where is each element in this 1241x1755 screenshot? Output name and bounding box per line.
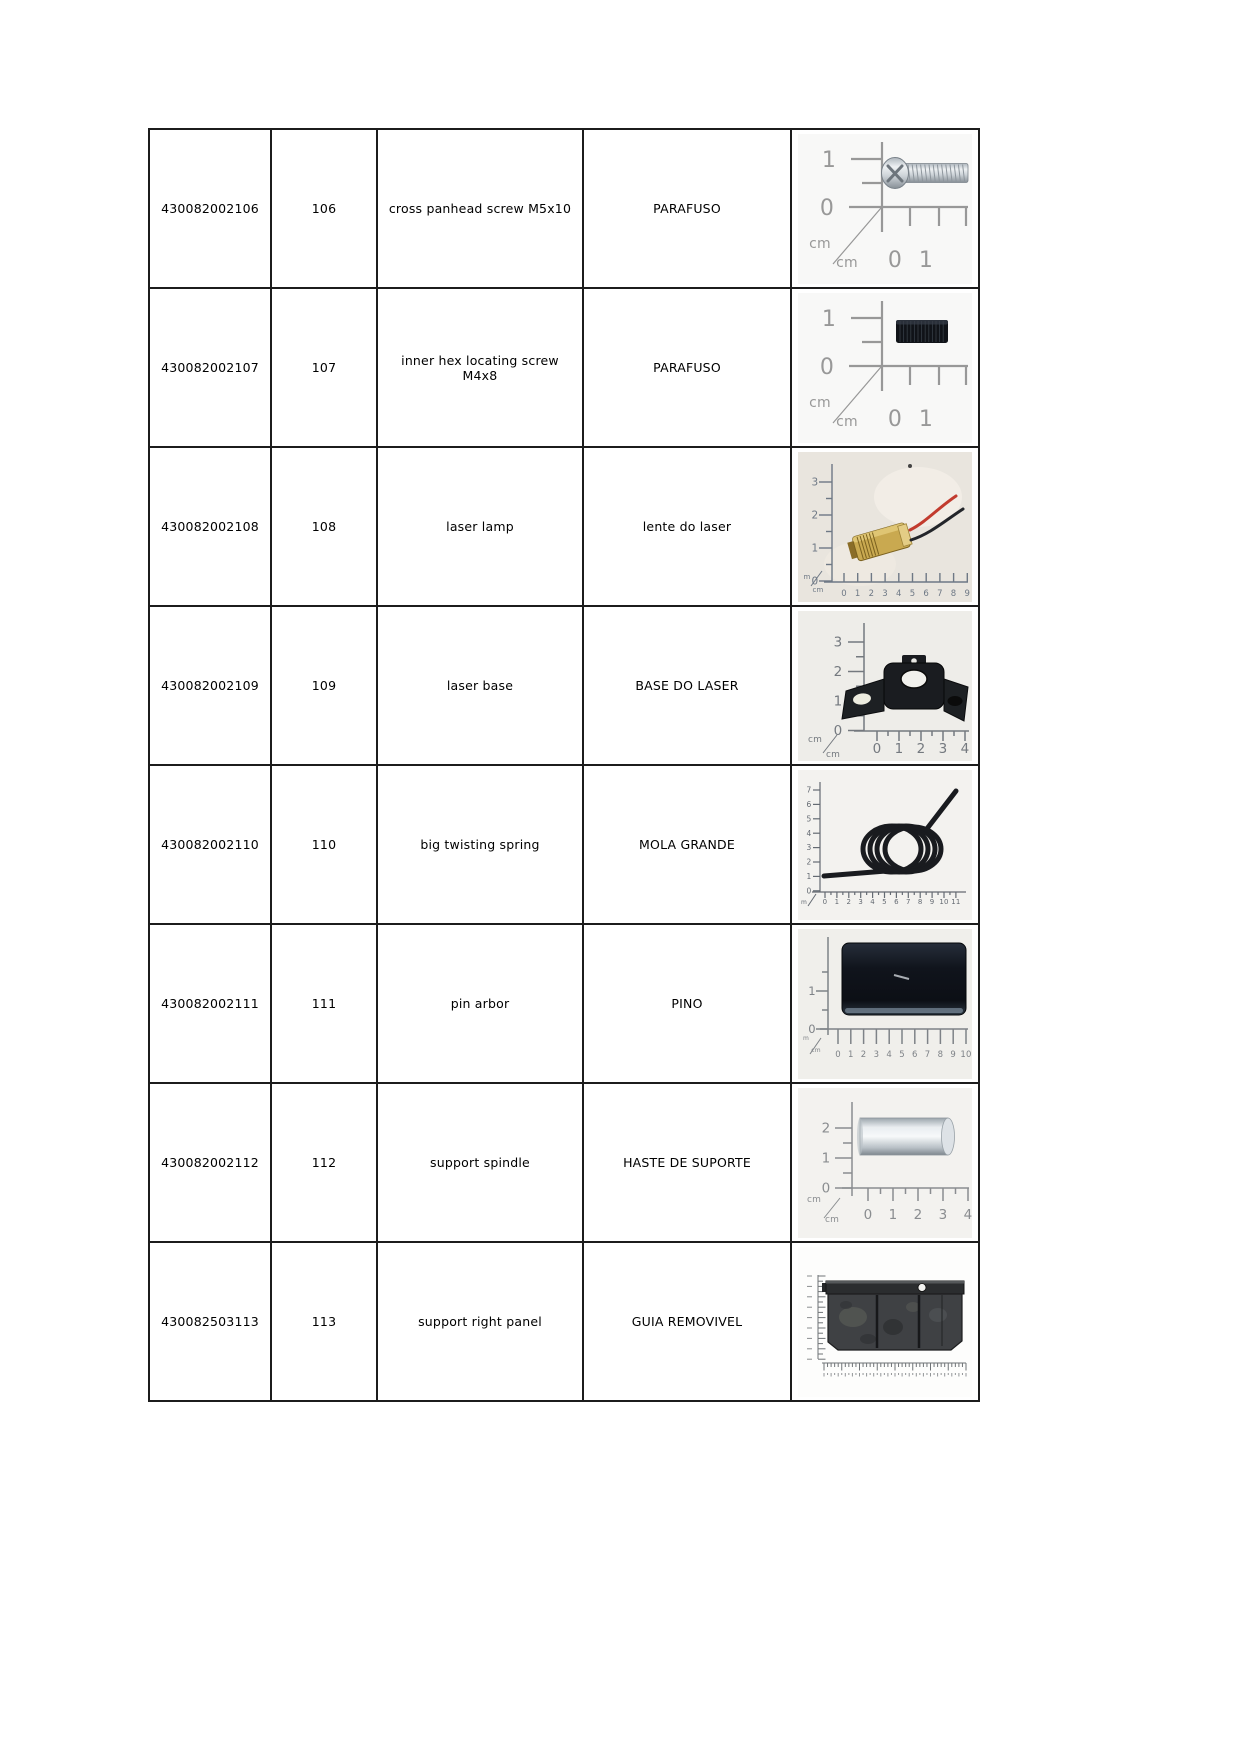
svg-text:4: 4 xyxy=(806,828,812,838)
part-number-cell: 430082002108 xyxy=(149,447,271,606)
description-en-cell: pin arbor xyxy=(377,924,583,1083)
svg-text:1: 1 xyxy=(833,693,843,710)
part-number-cell: 430082002112 xyxy=(149,1083,271,1242)
svg-text:8: 8 xyxy=(917,897,923,906)
svg-text:2: 2 xyxy=(916,740,926,757)
table-row xyxy=(149,765,979,924)
description-pt-cell: PARAFUSO xyxy=(583,129,791,288)
svg-text:1: 1 xyxy=(918,247,934,273)
part-photo-108 xyxy=(798,452,972,602)
svg-text:1: 1 xyxy=(806,871,812,881)
svg-text:2: 2 xyxy=(913,1206,923,1223)
parts-table xyxy=(148,128,980,1402)
svg-text:0: 0 xyxy=(811,575,819,588)
svg-text:5: 5 xyxy=(806,813,812,823)
svg-text:cm: cm xyxy=(825,749,841,760)
svg-text:2: 2 xyxy=(821,1120,831,1137)
svg-text:m: m xyxy=(802,1034,810,1042)
part-number-cell: 430082002110 xyxy=(149,765,271,924)
description-pt-cell: GUIA REMOVIVEL xyxy=(583,1242,791,1401)
svg-text:2: 2 xyxy=(806,857,812,867)
part-photo-112 xyxy=(798,1088,972,1238)
svg-text:0: 0 xyxy=(887,247,903,273)
description-pt-cell: BASE DO LASER xyxy=(583,606,791,765)
svg-text:0: 0 xyxy=(822,897,828,906)
table-row xyxy=(149,447,979,606)
svg-text:3: 3 xyxy=(938,1206,948,1223)
item-number-cell: 113 xyxy=(271,1242,377,1401)
description-pt-cell: PARAFUSO xyxy=(583,288,791,447)
svg-text:0: 0 xyxy=(833,722,843,739)
svg-text:9: 9 xyxy=(964,588,971,599)
item-number-cell: 109 xyxy=(271,606,377,765)
part-number-cell: 430082503113 xyxy=(149,1242,271,1401)
item-number-cell: 108 xyxy=(271,447,377,606)
svg-text:cm: cm xyxy=(811,1046,821,1054)
svg-text:10: 10 xyxy=(939,897,949,906)
photo-cell xyxy=(791,129,979,288)
svg-text:8: 8 xyxy=(950,588,957,599)
photo-cell xyxy=(791,288,979,447)
svg-text:10: 10 xyxy=(960,1049,972,1060)
svg-text:1: 1 xyxy=(918,406,934,432)
item-number-cell: 111 xyxy=(271,924,377,1083)
svg-text:3: 3 xyxy=(858,897,864,906)
table-row xyxy=(149,1242,979,1401)
svg-text:5: 5 xyxy=(899,1049,905,1060)
svg-text:3: 3 xyxy=(811,476,819,489)
description-en-cell: support right panel xyxy=(377,1242,583,1401)
part-number-cell: 430082002107 xyxy=(149,288,271,447)
description-pt-cell: PINO xyxy=(583,924,791,1083)
svg-text:1: 1 xyxy=(821,306,837,332)
svg-text:2: 2 xyxy=(846,897,852,906)
svg-text:cm: cm xyxy=(824,1214,840,1225)
part-photo-107 xyxy=(798,293,972,443)
part-photo-109 xyxy=(798,611,972,761)
svg-text:3: 3 xyxy=(882,588,888,599)
svg-text:5: 5 xyxy=(909,588,916,599)
svg-text:1: 1 xyxy=(811,542,819,555)
table-row xyxy=(149,606,979,765)
svg-text:cm: cm xyxy=(807,734,823,745)
svg-text:2: 2 xyxy=(833,663,843,680)
svg-text:0: 0 xyxy=(887,406,903,432)
svg-text:m: m xyxy=(803,572,811,581)
svg-text:cm: cm xyxy=(809,235,831,252)
part-photo-111 xyxy=(798,929,972,1079)
table-row xyxy=(149,1083,979,1242)
svg-text:1: 1 xyxy=(821,1150,831,1167)
svg-text:7: 7 xyxy=(924,1049,931,1060)
description-pt-cell: lente do laser xyxy=(583,447,791,606)
svg-text:1: 1 xyxy=(854,588,861,599)
item-number-cell: 110 xyxy=(271,765,377,924)
svg-text:3: 3 xyxy=(873,1049,880,1060)
svg-text:0: 0 xyxy=(863,1206,873,1223)
table-row xyxy=(149,924,979,1083)
svg-text:0: 0 xyxy=(808,1021,816,1036)
svg-text:11: 11 xyxy=(951,897,961,906)
svg-text:7: 7 xyxy=(937,588,943,599)
svg-text:1: 1 xyxy=(847,1049,854,1060)
photo-cell xyxy=(791,1242,979,1401)
item-number-cell: 107 xyxy=(271,288,377,447)
photo-cell xyxy=(791,1083,979,1242)
part-photo-106 xyxy=(798,134,972,284)
svg-text:1: 1 xyxy=(821,147,837,173)
svg-text:2: 2 xyxy=(868,588,875,599)
part-photo-113 xyxy=(798,1247,972,1397)
svg-text:3: 3 xyxy=(833,634,843,651)
svg-text:1: 1 xyxy=(808,983,816,998)
svg-text:1: 1 xyxy=(834,897,840,906)
description-en-cell: laser base xyxy=(377,606,583,765)
item-number-cell: 106 xyxy=(271,129,377,288)
svg-text:0: 0 xyxy=(835,1049,841,1060)
svg-text:1: 1 xyxy=(894,740,904,757)
svg-text:2: 2 xyxy=(811,509,819,522)
svg-text:4: 4 xyxy=(895,588,902,599)
table-row xyxy=(149,129,979,288)
photo-cell xyxy=(791,765,979,924)
svg-text:4: 4 xyxy=(886,1049,893,1060)
svg-text:9: 9 xyxy=(950,1049,957,1060)
svg-text:0: 0 xyxy=(819,195,835,221)
svg-text:0: 0 xyxy=(841,588,847,599)
photo-cell xyxy=(791,924,979,1083)
svg-text:9: 9 xyxy=(929,897,935,906)
photo-cell xyxy=(791,606,979,765)
parts-table-body xyxy=(149,129,979,1401)
description-en-cell: big twisting spring xyxy=(377,765,583,924)
svg-text:4: 4 xyxy=(870,897,875,906)
svg-text:4: 4 xyxy=(963,1206,972,1223)
description-en-cell: inner hex locating screw M4x8 xyxy=(377,288,583,447)
svg-text:cm: cm xyxy=(809,394,831,411)
part-number-cell: 430082002111 xyxy=(149,924,271,1083)
svg-text:3: 3 xyxy=(938,740,948,757)
svg-text:3: 3 xyxy=(806,842,812,852)
svg-text:cm: cm xyxy=(836,413,858,430)
svg-text:m: m xyxy=(800,898,808,906)
svg-text:6: 6 xyxy=(911,1049,918,1060)
svg-text:cm: cm xyxy=(806,1194,822,1205)
description-en-cell: support spindle xyxy=(377,1083,583,1242)
svg-text:2: 2 xyxy=(860,1049,867,1060)
svg-text:0: 0 xyxy=(872,740,882,757)
svg-text:cm: cm xyxy=(836,254,858,271)
photo-cell xyxy=(791,447,979,606)
svg-text:5: 5 xyxy=(882,897,887,906)
svg-text:0: 0 xyxy=(821,1180,831,1197)
svg-text:6: 6 xyxy=(894,897,899,906)
svg-text:1: 1 xyxy=(888,1206,898,1223)
svg-text:4: 4 xyxy=(960,740,970,757)
svg-text:0: 0 xyxy=(819,354,835,380)
description-en-cell: laser lamp xyxy=(377,447,583,606)
part-number-cell: 430082002109 xyxy=(149,606,271,765)
svg-text:0: 0 xyxy=(806,885,812,895)
svg-text:6: 6 xyxy=(923,588,930,599)
svg-text:6: 6 xyxy=(806,799,812,809)
table-row xyxy=(149,288,979,447)
svg-text:7: 7 xyxy=(905,897,911,906)
description-en-cell: cross panhead screw M5x10 xyxy=(377,129,583,288)
svg-text:cm: cm xyxy=(812,585,824,594)
svg-text:8: 8 xyxy=(937,1049,944,1060)
part-photo-110 xyxy=(798,770,972,920)
part-number-cell: 430082002106 xyxy=(149,129,271,288)
svg-text:7: 7 xyxy=(806,785,812,795)
item-number-cell: 112 xyxy=(271,1083,377,1242)
description-pt-cell: HASTE DE SUPORTE xyxy=(583,1083,791,1242)
description-pt-cell: MOLA GRANDE xyxy=(583,765,791,924)
